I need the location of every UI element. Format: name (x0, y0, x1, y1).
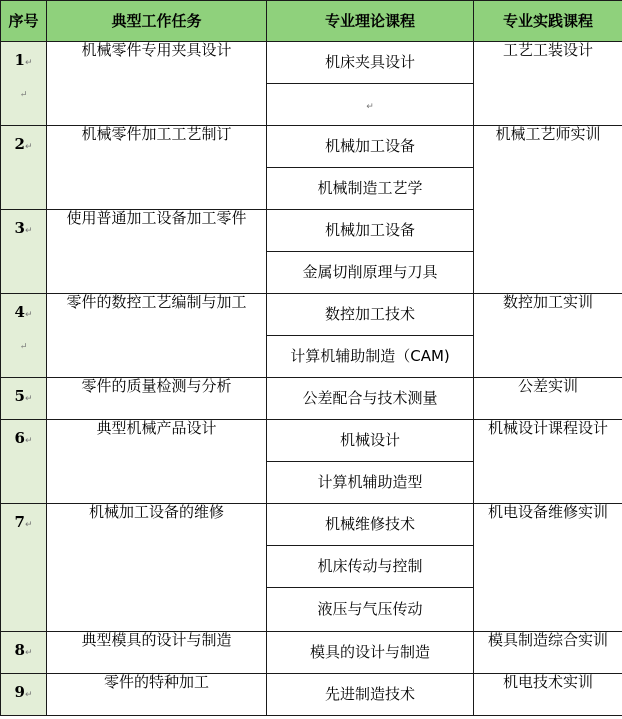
seq-number: 9↵ (14, 683, 33, 701)
header-seq: 序号 (1, 1, 47, 42)
seq-number: 4↵ (14, 303, 33, 321)
practice-course-cell: 机电技术实训 (474, 674, 622, 716)
paragraph-mark: ↵ (24, 226, 33, 236)
theory-course-cell: 计算机辅助造型 (267, 462, 474, 504)
paragraph-mark: ↵ (19, 341, 28, 352)
seq-number: 5↵ (14, 387, 33, 405)
table-row (1, 504, 622, 546)
table-row (1, 126, 622, 168)
task-cell: 零件的数控工艺编制与加工 (47, 294, 267, 378)
paragraph-mark: ↵ (24, 520, 33, 530)
paragraph-mark: ↵ (24, 58, 33, 68)
paragraph-mark: ↵ (24, 142, 33, 152)
theory-course-cell: 计算机辅助制造（CAM) (267, 336, 474, 378)
seq-number: 1↵ (14, 51, 33, 69)
seq-cell (1, 504, 47, 632)
theory-course-cell: 数控加工技术 (267, 294, 474, 336)
header-practice: 专业实践课程 (474, 1, 622, 42)
seq-number: 7↵ (14, 513, 33, 531)
paragraph-mark: ↵ (24, 436, 33, 446)
theory-course-cell: 液压与气压传动 (267, 588, 474, 632)
table-body (1, 42, 622, 716)
theory-course-cell: 公差配合与技术测量 (267, 378, 474, 420)
seq-cell (1, 210, 47, 294)
paragraph-mark: ↵ (24, 394, 33, 404)
task-cell: 零件的特种加工 (47, 674, 267, 716)
theory-course-cell: 机械设计 (267, 420, 474, 462)
paragraph-mark: ↵ (366, 102, 374, 113)
seq-cell (1, 42, 47, 126)
seq-number: 8↵ (14, 641, 33, 659)
practice-course-cell: 公差实训 (474, 378, 622, 420)
seq-cell (1, 674, 47, 716)
practice-course-cell: 机电设备维修实训 (474, 504, 622, 632)
task-cell: 使用普通加工设备加工零件 (47, 210, 267, 294)
paragraph-mark: ↵ (24, 648, 33, 658)
table-row (1, 420, 622, 462)
paragraph-mark: ↵ (24, 310, 33, 320)
table-row (1, 674, 622, 716)
task-cell: 机械零件加工工艺制订 (47, 126, 267, 210)
seq-cell (1, 294, 47, 378)
theory-course-cell: 金属切削原理与刀具 (267, 252, 474, 294)
practice-course-cell: 机械工艺师实训 (474, 126, 622, 294)
table-row (1, 294, 622, 336)
theory-course-cell: 先进制造技术 (267, 674, 474, 716)
seq-cell (1, 632, 47, 674)
theory-course-cell: 机械加工设备 (267, 126, 474, 168)
theory-course-cell (267, 84, 474, 126)
table-row (1, 632, 622, 674)
seq-cell (1, 420, 47, 504)
seq-number: 3↵ (14, 219, 33, 237)
task-cell: 典型机械产品设计 (47, 420, 267, 504)
practice-course-cell: 模具制造综合实训 (474, 632, 622, 674)
task-cell: 零件的质量检测与分析 (47, 378, 267, 420)
theory-course-cell: 模具的设计与制造 (267, 632, 474, 674)
header-theory: 专业理论课程 (267, 1, 474, 42)
theory-course-cell: 机床传动与控制 (267, 546, 474, 588)
practice-course-cell: 数控加工实训 (474, 294, 622, 378)
task-cell: 机械加工设备的维修 (47, 504, 267, 632)
practice-course-cell: 工艺工装设计 (474, 42, 622, 126)
header-task: 典型工作任务 (47, 1, 267, 42)
seq-number: 6↵ (14, 429, 33, 447)
seq-cell (1, 378, 47, 420)
table-row (1, 42, 622, 84)
seq-number: 2↵ (14, 135, 33, 153)
paragraph-mark: ↵ (19, 89, 28, 100)
paragraph-mark: ↵ (24, 690, 33, 700)
task-cell: 典型模具的设计与制造 (47, 632, 267, 674)
theory-course-cell: 机械维修技术 (267, 504, 474, 546)
theory-course-cell: 机械加工设备 (267, 210, 474, 252)
theory-course-cell: 机械制造工艺学 (267, 168, 474, 210)
header-row (1, 1, 622, 42)
task-cell: 机械零件专用夹具设计 (47, 42, 267, 126)
table-row (1, 378, 622, 420)
seq-cell (1, 126, 47, 210)
theory-course-cell: 机床夹具设计 (267, 42, 474, 84)
practice-course-cell: 机械设计课程设计 (474, 420, 622, 504)
